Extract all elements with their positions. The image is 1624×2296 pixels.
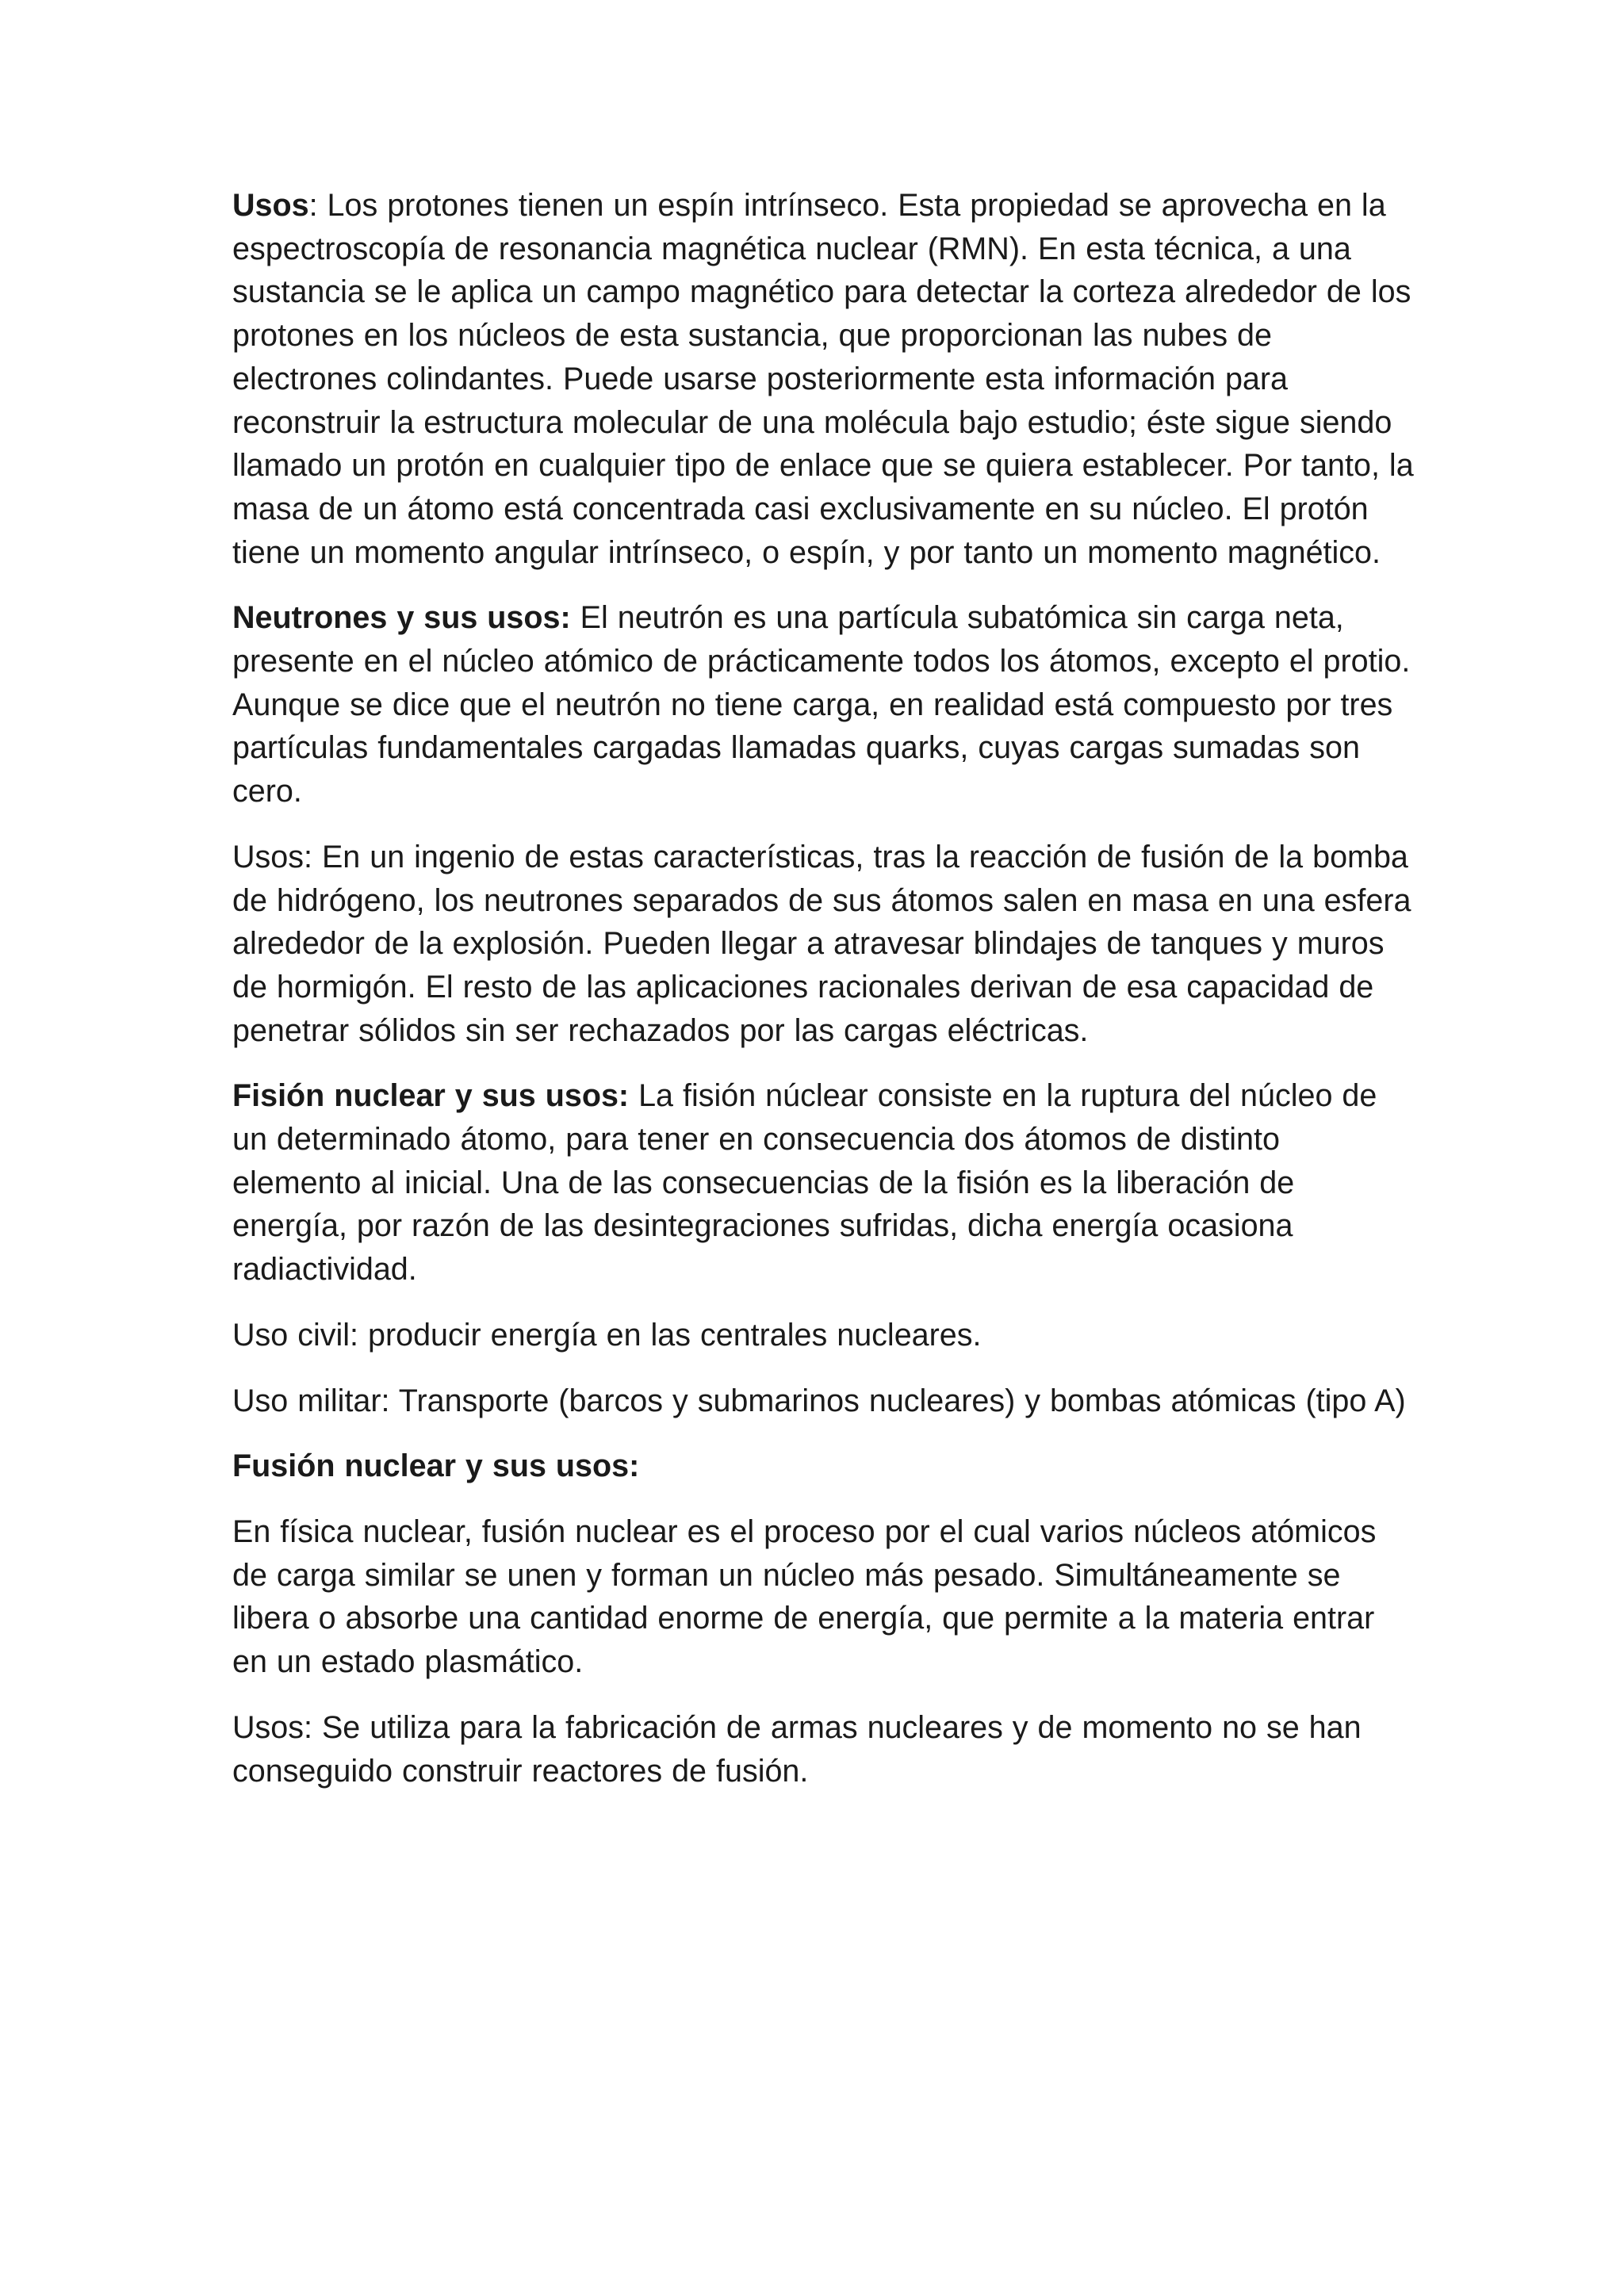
paragraph-fusion: [232, 1510, 1414, 1684]
paragraph-heading: Fusión nuclear y sus usos:: [232, 1448, 640, 1484]
paragraph-text: El neutrón es una partícula subatómica sin carga neta, presente en el núcleo atómico de prácticamente todos los átomos, excepto el protio. Aunque se dice que el neutrón no tiene carga, en realidad está compuesto por tres partículas fundamentales cargadas llamadas quarks, cuyas cargas sumadas son cero.: [232, 600, 1411, 809]
paragraph-text: Uso civil: producir energía en las centrales nucleares.: [232, 1317, 982, 1353]
paragraph-text: Usos: Se utiliza para la fabricación de armas nucleares y de momento no se han conseguido construir reactores de fusión.: [232, 1709, 1362, 1789]
paragraph-fusion-usos: [232, 1706, 1414, 1793]
paragraph-text: Usos: En un ingenio de estas características, tras la reacción de fusión de la bomba de hidrógeno, los neutrones separados de sus átomos salen en masa en una esfera alrededor de la explosión. Pueden llegar a atravesar blindajes de tanques y muros de hormigón. El resto de las aplicaciones racionales derivan de esa capacidad de penetrar sólidos sin ser rechazados por las cargas eléctricas.: [232, 839, 1411, 1048]
paragraph-heading: Neutrones y sus usos:: [232, 600, 571, 636]
paragraph-uso-militar: [232, 1380, 1414, 1423]
paragraph-text: : Los protones tienen un espín intrínseco. Esta propiedad se aprovecha en la espectroscopía de resonancia magnética nuclear (RMN). En esta técnica, a una sustancia se le aplica un campo magnético para detectar la corteza alrededor de los protones en los núcleos de esta sustancia, que proporcionan las nubes de electrones colindantes. Puede usarse posteriormente esta información para reconstruir la estructura molecular de una molécula bajo estudio; éste sigue siendo llamado un protón en cualquier tipo de enlace que se quiera establecer. Por tanto, la masa de un átomo está concentrada casi exclusivamente en su núcleo. El protón tiene un momento angular intrínseco, o espín, y por tanto un momento magnético.: [232, 188, 1414, 570]
paragraph-fision: [232, 1074, 1414, 1292]
paragraph-heading: Fisión nuclear y sus usos:: [232, 1078, 630, 1114]
paragraph-neutrones-usos: [232, 836, 1414, 1053]
paragraph-neutrones: [232, 596, 1414, 813]
document-body: [232, 184, 1414, 1815]
paragraph-text: La fisión núclear consiste en la ruptura del núcleo de un determinado átomo, para tener en consecuencia dos átomos de distinto elemento al inicial. Una de las consecuencias de la fisión es la liberación de energía, por razón de las desintegraciones sufridas, dicha energía ocasiona radiactividad.: [232, 1078, 1377, 1288]
paragraph-uso-civil: [232, 1314, 1414, 1357]
paragraph-fusion-heading: [232, 1445, 1414, 1488]
paragraph-text: En física nuclear, fusión nuclear es el proceso por el cual varios núcleos atómicos de carga similar se unen y forman un núcleo más pesado. Simultáneamente se libera o absorbe una cantidad enorme de energía, que permite a la materia entrar en un estado plasmático.: [232, 1513, 1377, 1680]
paragraph-heading: Usos: [232, 188, 309, 223]
paragraph-protones-usos: [232, 184, 1414, 574]
paragraph-text: Uso militar: Transporte (barcos y submarinos nucleares) y bombas atómicas (tipo A): [232, 1383, 1406, 1418]
